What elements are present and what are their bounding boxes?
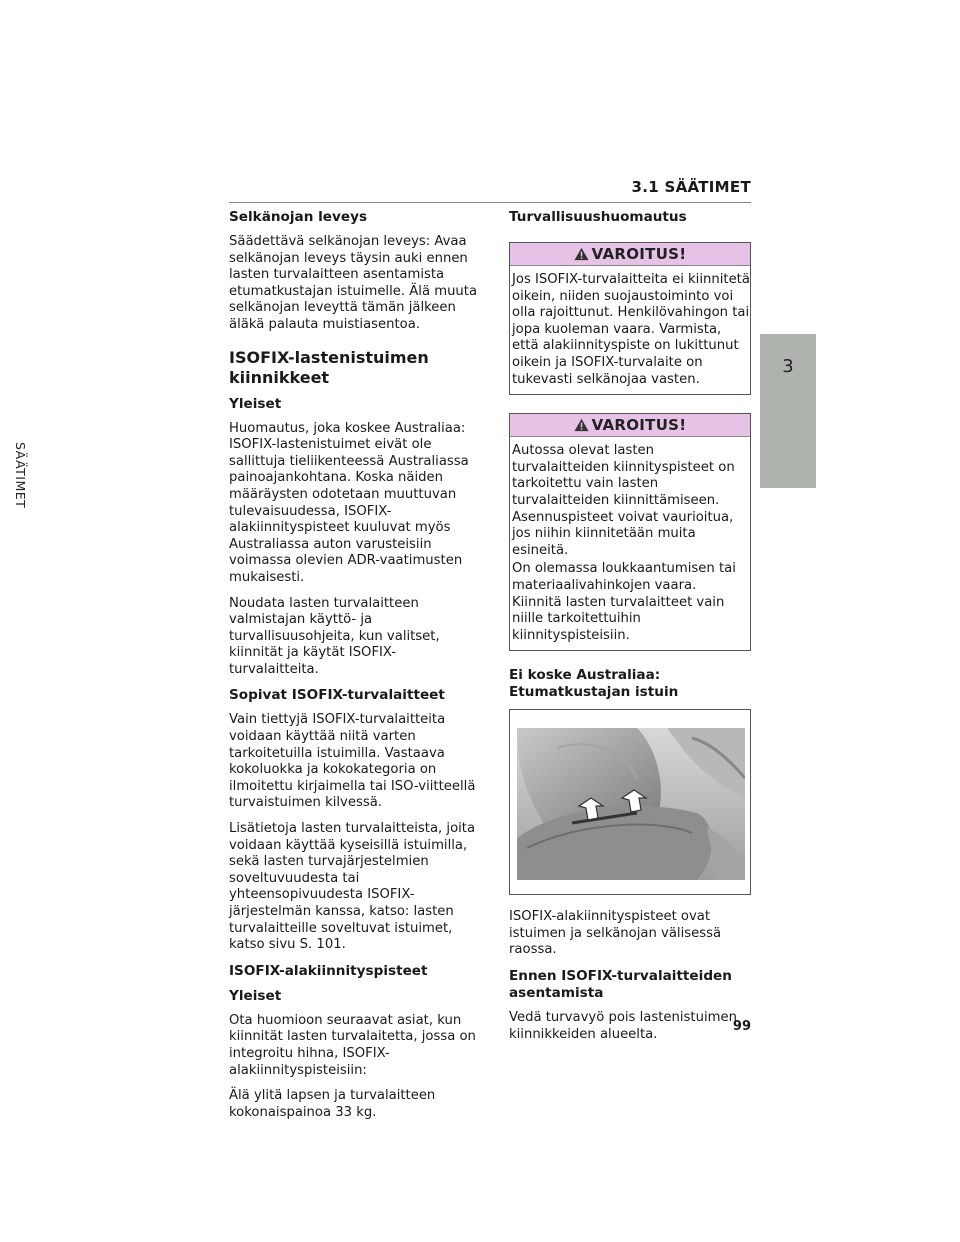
- paragraph-backrest-width: Säädettävä selkänojan leveys: Avaa selkänojan leveys täysin auki ennen lasten turvalaitteen asentamista etumatkustajan istuimelle. Älä muuta selkänojan leveyttä tämän jälkeen äläkä palauta muistiasentoa.: [229, 234, 478, 332]
- seat-illustration: [517, 728, 745, 880]
- paragraph-weight-limit: Älä ylitä lapsen ja turvalaitteen kokonaispainoa 33 kg.: [229, 1088, 436, 1120]
- paragraph-follow-instructions: Noudata lasten turvalaitteen valmistajan käyttö- ja turvallisuusohjeita, kun valitset, kiinnität ja käytät ISOFIX-turvalaitteita.: [229, 595, 440, 677]
- figure-caption: ISOFIX-alakiinnityspisteet ovat istuimen ja selkänojan välisessä raossa.: [509, 909, 722, 958]
- warning-triangle-icon: [574, 247, 589, 261]
- paragraph-suitable-isofix: Vain tiettyjä ISOFIX-turvalaitteita voidaan käyttää niitä varten tarkoitetuilla istuimilla. Vastaava kokoluokka ja kokokategoria on ilmoitettu kirjaimella tai ISO-viitteellä turvaistuimen kilvessä.: [229, 712, 476, 811]
- paragraph-australia-note: Huomautus, joka koskee Australiaa: ISOFIX-lastenistuimet eivät ole sallittuja tieliikenteessä Australiassa painoajankohtana. Koska näiden määräysten odotetaan muuttuvan tulevaisuudessa, ISOFIX-alakiinnityspisteet kuuluvat myös Australiassa auton varusteisiin voimassa olevien ADR-vaatimusten mukaisesti.: [229, 420, 469, 585]
- heading-safety-notice: Turvallisuushuomautus: [509, 209, 687, 225]
- paragraph-integrated-harness: Ota huomioon seuraavat asiat, kun kiinnität lasten turvalaitetta, jossa on integroitu hihna, ISOFIX-alakiinnityspisteisiin:: [229, 1012, 476, 1078]
- page-number: 99: [732, 1019, 751, 1034]
- paragraph-more-info: Lisätietoja lasten turvalaitteista, joita voidaan käyttää kyseisillä istuimilla, sekä lasten turvajärjestelmien soveltuvuudesta tai yhteensopivuudesta ISOFIX-järjestelmän kanssa, katso: lasten turvalaitteille soveltuvat istuimet, katso sivu S. 101.: [229, 821, 476, 953]
- heading-backrest-width: Selkänojan leveys: [229, 209, 368, 225]
- heading-front-passenger-seat: Ei koske Australiaa: Etumatkustajan istuin: [509, 667, 679, 701]
- paragraph-pull-belt: Vedä turvavyö pois lastenistuimen kiinnikkeiden alueelta.: [509, 1010, 737, 1042]
- warning-text: Autossa olevat lasten turvalaitteiden kiinnityspisteet on tarkoitettu vain lasten turvalaitteiden kiinnittämiseen. Asennuspisteet voivat vaurioitua, jos niihin kiinnitetään muita esineitä.: [512, 443, 735, 558]
- warning-box-2: [509, 413, 751, 651]
- heading-general: Yleiset: [229, 395, 282, 412]
- isofix-seat-figure: [509, 709, 751, 895]
- left-column: [229, 209, 479, 1130]
- right-column: [509, 209, 751, 1052]
- warning-text: On olemassa loukkaantumisen tai materiaalivahinkojen vaara. Kiinnitä lasten turvalaitteet vain niille tarkoitettuihin kiinnityspisteisiin.: [512, 561, 736, 643]
- warning-header: [510, 243, 750, 266]
- chapter-label: SÄÄTIMET: [13, 442, 28, 509]
- warning-header: [510, 414, 750, 437]
- section-header: 3.1 SÄÄTIMET: [229, 178, 751, 203]
- warning-box-1: [509, 242, 751, 395]
- heading-lower-anchors: ISOFIX-alakiinnityspisteet: [229, 962, 428, 979]
- heading-before-installing: Ennen ISOFIX-turvalaitteiden asentamista: [509, 968, 732, 1002]
- warning-text: Jos ISOFIX-turvalaitteita ei kiinnitetä oikein, niiden suojaustoiminto voi olla rajoittunut. Henkilövahingon tai jopa kuoleman vaara. Varmista, että alakiinnityspiste on lukittunut oikein ja ISOFIX-turvalaite on tukevasti selkänojaa vasten.: [512, 272, 750, 387]
- heading-suitable-isofix: Sopivat ISOFIX-turvalaitteet: [229, 687, 445, 704]
- warning-title: VAROITUS!: [591, 245, 687, 263]
- heading-general-2: Yleiset: [229, 987, 282, 1004]
- warning-triangle-icon: [574, 418, 589, 432]
- heading-isofix-anchors: ISOFIX-lastenistuimen kiinnikkeet: [229, 347, 429, 387]
- chapter-number: 3: [782, 356, 794, 377]
- warning-title: VAROITUS!: [591, 416, 687, 435]
- chapter-tab: [760, 334, 816, 488]
